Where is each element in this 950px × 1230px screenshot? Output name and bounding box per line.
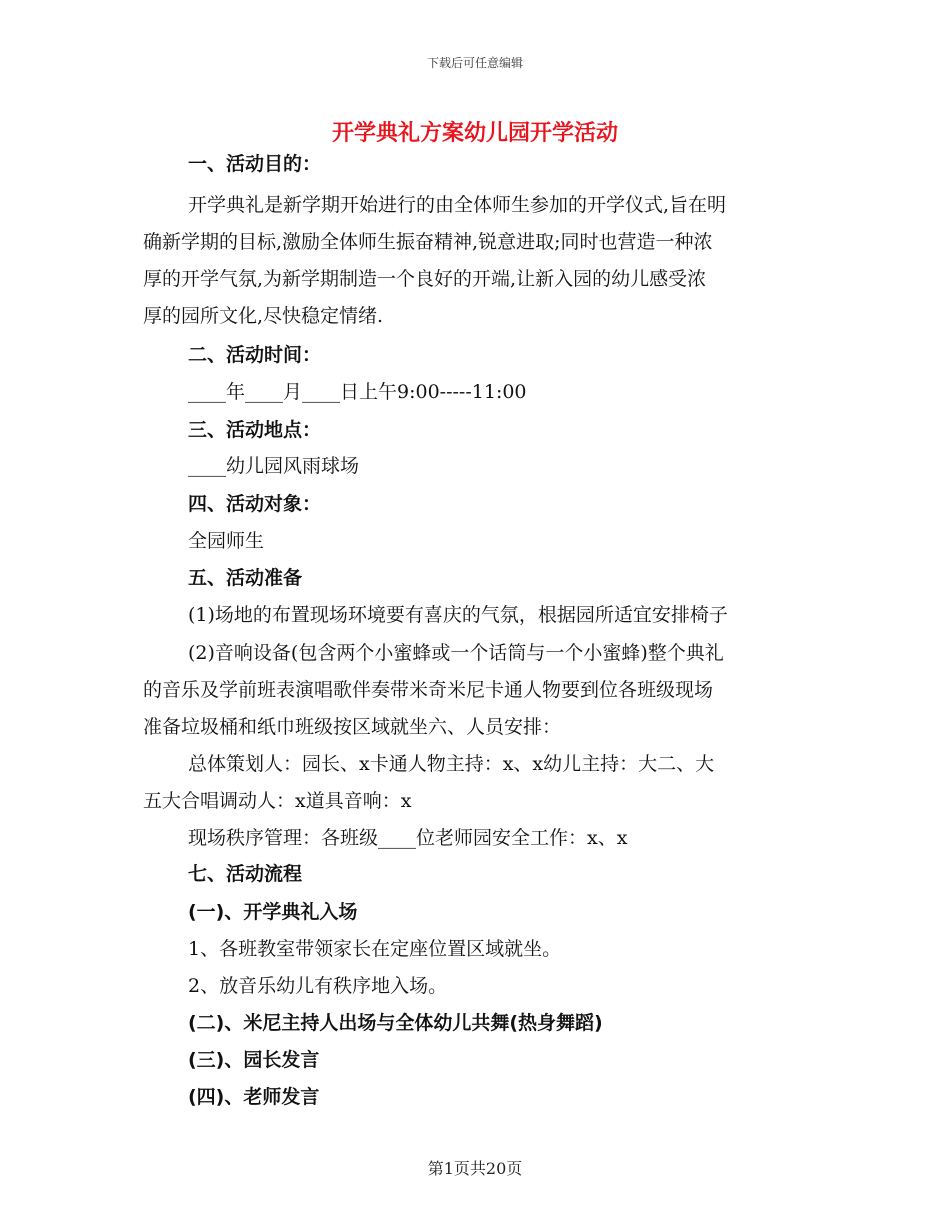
paragraph-line: 的音乐及学前班表演唱歌伴奏带米奇米尼卡通人物要到位各班级现场	[143, 679, 714, 701]
subsection-heading: (二)、米尼主持人出场与全体幼儿共舞(热身舞蹈)	[188, 1012, 603, 1034]
paragraph-line: 五大合唱调动人：x道具音响：x	[143, 790, 412, 812]
section-heading-purpose: 一、活动目的：	[188, 153, 322, 175]
paragraph-line: 2、放音乐幼儿有秩序地入场。	[188, 975, 448, 997]
section-heading-preparation: 五、活动准备	[188, 567, 303, 589]
subsection-heading: (一)、开学典礼入场	[188, 901, 358, 923]
paragraph-line: 现场秩序管理：各班级____位老师园安全工作：x、x	[188, 827, 628, 849]
paragraph-line: ____幼儿园风雨球场	[188, 455, 360, 477]
section-heading-process: 七、活动流程	[188, 863, 303, 885]
page-footer: 第1页共20页	[427, 1159, 523, 1178]
paragraph-line: 准备垃圾桶和纸巾班级按区域就坐六、人员安排：	[143, 716, 562, 738]
paragraph-line: 确新学期的目标,激励全体师生振奋精神,锐意进取;同时也营造一种浓	[143, 231, 713, 253]
paragraph-line: 1、各班教室带领家长在定座位置区域就坐。	[188, 938, 562, 960]
header-note: 下载后可任意编辑	[426, 56, 523, 70]
paragraph-line: 总体策划人：园长、x卡通人物主持：x、x幼儿主持：大二、大	[188, 753, 715, 775]
paragraph-line: (1)场地的布置现场环境要有喜庆的气氛，根据园所适宜安排椅子	[188, 604, 728, 626]
paragraph-line: ____年____月____日上午9:00-----11:00	[188, 381, 527, 403]
paragraph-line: (2)音响设备(包含两个小蜜蜂或一个话筒与一个小蜜蜂)整个典礼	[188, 642, 724, 664]
paragraph-line: 厚的园所文化,尽快稳定情绪.	[143, 305, 384, 327]
document-title: 开学典礼方案幼儿园开学活动	[331, 121, 618, 146]
subsection-heading: (三)、园长发言	[188, 1049, 320, 1071]
paragraph-line: 厚的开学气氛,为新学期制造一个良好的开端,让新入园的幼儿感受浓	[143, 268, 707, 290]
paragraph-line: 开学典礼是新学期开始进行的由全体师生参加的开学仪式,旨在明	[188, 194, 727, 216]
section-heading-audience: 四、活动对象：	[188, 493, 322, 515]
section-heading-location: 三、活动地点：	[188, 419, 322, 441]
subsection-heading: (四)、老师发言	[188, 1086, 320, 1108]
paragraph-line: 全园师生	[188, 530, 265, 552]
section-heading-time: 二、活动时间：	[188, 344, 322, 366]
